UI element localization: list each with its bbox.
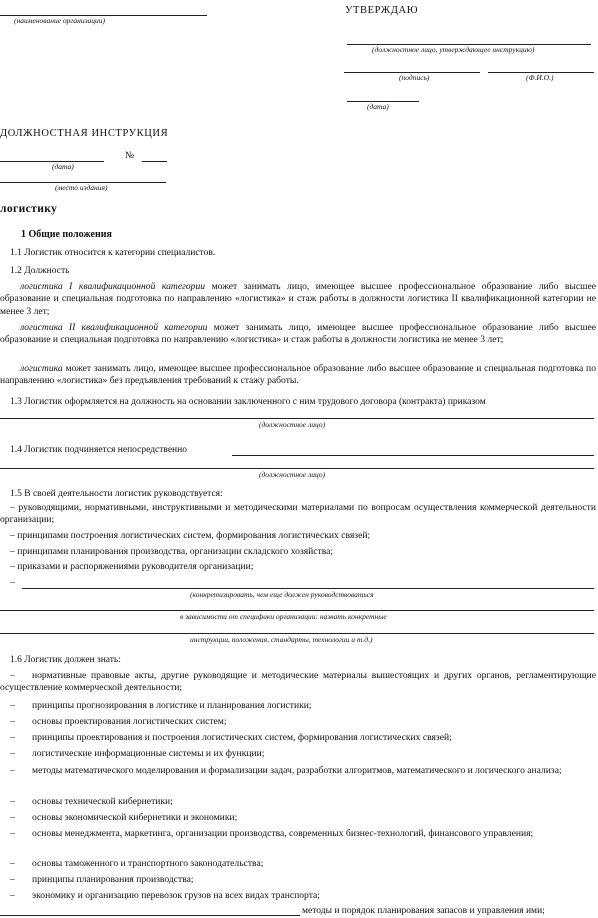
guide-item: –	[10, 577, 15, 588]
knowledge-item: – принципы планирования производства;	[10, 874, 194, 885]
knowledge-item-text: методы математического моделирования и формализации задач, разработки алгоритмов, математического и логического анализа;	[32, 765, 562, 776]
knowledge-item: – основы таможенного и транспортного законодательства;	[10, 858, 264, 869]
last-item-line	[0, 915, 300, 916]
knowledge-item: – основы менеджмента, маркетинга, организации производства, современных бизнес-технологий, финансового управления;	[10, 828, 534, 839]
guide-item: – приказами и распоряжениями руководителя организации;	[10, 561, 254, 572]
knowledge-item-text: принципы проектирования и построения логистических систем, формирования логистических связей;	[32, 732, 452, 743]
document-date-caption: (дата)	[52, 162, 74, 171]
order-official-caption: (должностное лицо)	[259, 420, 326, 429]
knowledge-item-text: принципы прогнозирования в логистике и планирования логистики;	[32, 700, 312, 711]
guide-item: – руководящими, нормативными, инструктивными и методическими материалами по вопросам осуществления коммерческой деятельности организации;	[0, 502, 596, 526]
issue-place-caption: (место издания)	[55, 183, 108, 192]
approval-date-caption: (дата)	[367, 102, 389, 111]
knowledge-item-text: основы таможенного и транспортного законодательства;	[32, 858, 264, 869]
document-number-label: №	[125, 151, 135, 161]
document-number-line	[142, 161, 167, 162]
guide-item: – принципами планирования производства, организации складского хозяйства;	[10, 546, 334, 557]
document-title: ДОЛЖНОСТНАЯ ИНСТРУКЦИЯ	[0, 128, 169, 139]
knowledge-item: – нормативные правовые акты, другие руководящие и методические материалы вышестоящих и других органов, регламентирующие осуществление коммерческой деятельности;	[0, 670, 596, 694]
category-1-paragraph	[0, 281, 596, 318]
fio-caption: (Ф.И.О.)	[526, 73, 554, 82]
section-heading: 1 Общие положения	[21, 229, 112, 240]
knowledge-item: – принципы прогнозирования в логистике и планирования логистики;	[10, 700, 312, 711]
category-1-title: логистика I квалификационной категории	[20, 281, 206, 292]
specify-line-2	[0, 610, 594, 611]
paragraph-1-2: 1.2 Должность	[10, 266, 70, 276]
category-3-paragraph	[0, 363, 596, 388]
category-2-text: может занимать лицо, имеющее высшее профессиональное образование либо высшее образование и специальная подготовка по направлению «логистика» и стаж работы в должности логистика не менее 3 лет;	[0, 322, 597, 346]
knowledge-item: – принципы проектирования и построения логистических систем, формирования логистических связей;	[10, 732, 452, 743]
specify-caption-2: в зависимости от специфики организации: назвать конкретные	[180, 612, 387, 621]
knowledge-item: – методы математического моделирования и формализации задач, разработки алгоритмов, математического и логического анализа;	[10, 765, 562, 776]
knowledge-item: – основы проектирования логистических систем;	[10, 716, 227, 727]
knowledge-item-text: основы менеджмента, маркетинга, организации производства, современных бизнес-технологий, финансового управления;	[32, 828, 534, 839]
knowledge-item-text: нормативные правовые акты, другие руководящие и методические материалы вышестоящих и других органов, регламентирующие осуществление коммерческой деятельности;	[0, 670, 596, 694]
subordination-line-2	[0, 468, 594, 469]
specify-line-1	[22, 588, 594, 589]
category-2-title: логистика II квалификационной категории	[20, 322, 208, 333]
knowledge-item: – основы технической кибернетики;	[10, 796, 173, 807]
knowledge-item: – основы экономической кибернетики и экономики;	[10, 812, 238, 823]
paragraph-1-1: 1.1 Логистик относится к категории специалистов.	[10, 248, 216, 258]
organization-caption: (наименование организации)	[14, 16, 106, 25]
knowledge-item-text: логистические информационные системы и их функции;	[32, 748, 265, 759]
category-3-text: может занимать лицо, имеющее высшее профессиональное образование либо высшее образование и специальная подготовка по направлению «логистика» без предъявления требований к стажу работы.	[0, 363, 596, 387]
knowledge-item-text: экономику и организацию перевозок грузов на всех видах транспорта;	[32, 890, 320, 901]
knowledge-item-text: принципы планирования производства;	[32, 874, 194, 885]
last-line-tail: методы и порядок планирования запасов и управления ими;	[302, 906, 545, 916]
order-official-line	[0, 418, 594, 419]
subordination-caption: (должностное лицо)	[259, 470, 326, 479]
knowledge-item: – логистические информационные системы и их функции;	[10, 748, 265, 759]
specify-caption-3: инструкции, положения, стандарты, технологии и т.д.)	[190, 635, 373, 644]
knowledge-item-text: основы проектирования логистических систем;	[32, 716, 227, 727]
category-3-title: логистика	[20, 363, 63, 374]
signature-caption: (подпись)	[399, 73, 430, 82]
specify-caption-1: (конкретизировать, чем еще должен руководствоваться	[190, 590, 374, 599]
approve-heading: УТВЕРЖДАЮ	[345, 5, 419, 16]
knowledge-item-text: основы технической кибернетики;	[32, 796, 173, 807]
paragraph-1-4: 1.4 Логистик подчиняется непосредственно	[10, 445, 187, 455]
category-2-paragraph	[0, 322, 596, 347]
subordination-line-1	[232, 455, 594, 456]
knowledge-item: – экономику и организацию перевозок грузов на всех видах транспорта;	[10, 890, 320, 901]
paragraph-1-6: 1.6 Логистик должен знать:	[10, 655, 121, 665]
guide-item: – принципами построения логистических систем, формирования логистических связей;	[10, 530, 371, 541]
category-1-text: может занимать лицо, имеющее высшее профессиональное образование либо высшее образование и специальная подготовка по направлению «логистика» и стаж работы в должности логистика II квалификационной категории не менее 3 лет;	[0, 281, 597, 317]
document-subject: логистику	[0, 203, 58, 215]
knowledge-item-text: основы экономической кибернетики и экономики;	[32, 812, 238, 823]
paragraph-1-3: 1.3 Логистик оформляется на должность на основании заключенного с ним трудового договора (контракта) приказом	[10, 397, 486, 407]
paragraph-1-5: 1.5 В своей деятельности логистик руководствуется:	[10, 489, 223, 499]
approver-position-caption: (должностное лицо, утверждающее инструкцию)	[372, 45, 535, 54]
specify-line-3	[0, 633, 594, 634]
